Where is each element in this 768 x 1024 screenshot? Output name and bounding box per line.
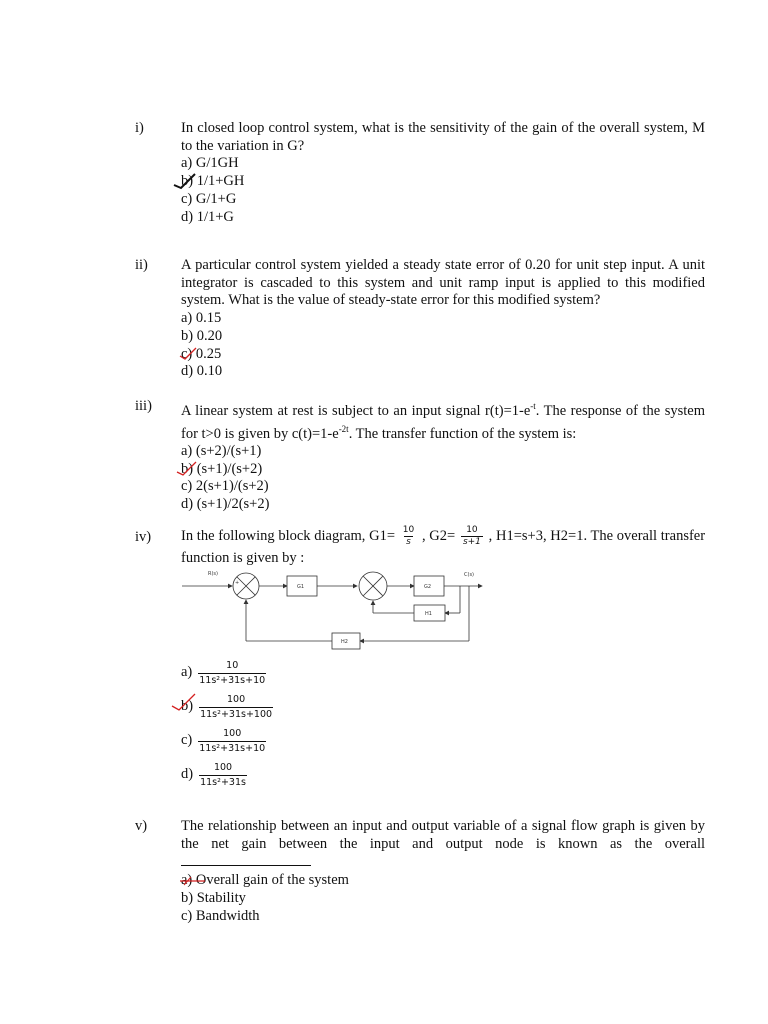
option-a: a) G/1GH (181, 155, 239, 172)
question-stem (181, 398, 705, 443)
fraction-numerator: 100 (223, 727, 242, 739)
option-c (181, 346, 705, 364)
output-label: C(s) (464, 572, 474, 578)
fraction-denominator: s (406, 537, 411, 547)
option-b (181, 173, 705, 191)
h2-label: H2 (341, 639, 348, 645)
stem-text: The relationship between an input and output variable of a signal flow graph is given by the net gain between the input and output node is known as the overall (181, 818, 705, 852)
option-a (181, 872, 705, 890)
stem-text: , G2= (421, 527, 456, 544)
question-stem: A particular control system yielded a steady state error of 0.20 for unit step input. A unit integrator is cascaded to this system and unit ramp input is applied to this modified system. What is the value of steady-state error for this modified system? (181, 257, 705, 309)
question-4-options (135, 656, 705, 792)
question-number: iv) (135, 529, 152, 545)
option-d: d) 1/1+G (181, 208, 234, 225)
option-d (181, 758, 705, 792)
question-5 (135, 818, 705, 925)
stem-superscript: -2t (338, 423, 349, 434)
question-number: i) (135, 120, 144, 136)
option-fraction (199, 761, 247, 790)
option-b-text: b) 1/1+GH (181, 173, 245, 190)
stem-text: . The response of the system for t>0 is given by c(t)=1-e (181, 402, 705, 442)
g2-label: G2 (424, 584, 432, 590)
fraction-numerator: 10 (466, 525, 478, 535)
question-2 (135, 257, 705, 381)
option-b: b) 0.20 (181, 327, 223, 344)
option-label: b) (181, 698, 194, 715)
g1-label: G1 (297, 584, 305, 590)
question-stem: In closed loop control system, what is the sensitivity of the gain of the overall system, M to the variation in G? (181, 120, 705, 154)
option-a: a) 0.15 (181, 310, 222, 327)
question-number: ii) (135, 257, 148, 273)
option-a: a) (s+2)/(s+1) (181, 443, 262, 460)
question-number: v) (135, 818, 148, 834)
question-3 (135, 398, 705, 514)
fraction-numerator: 100 (226, 693, 246, 705)
input-label: R(s) (208, 571, 218, 577)
option-fraction (199, 693, 273, 722)
plus-sign: + (235, 580, 240, 586)
option-c: c) 2(s+1)/(s+2) (181, 478, 269, 495)
h1-label: H1 (425, 611, 432, 617)
option-a-text: a) Overall gain of the system (181, 872, 349, 889)
option-a (181, 656, 705, 690)
fraction-denominator: 11s²+31s (200, 776, 246, 788)
option-d: d) (s+1)/2(s+2) (181, 496, 270, 513)
fraction-denominator: 11s²+31s+10 (199, 742, 266, 754)
option-c: c) Bandwidth (181, 907, 260, 924)
option-label: d) (181, 766, 194, 783)
fraction-numerator: 100 (213, 761, 233, 773)
stem-text: In the following block diagram, G1= (181, 527, 396, 544)
stem-superscript: -t (530, 401, 536, 411)
stem-text: A linear system at rest is subject to an input signal r(t)=1-e (181, 402, 531, 419)
fraction-denominator: 11s²+31s+100 (200, 708, 273, 720)
option-b (181, 690, 705, 724)
g1-fraction (401, 525, 416, 548)
fraction-denominator: s+1 (462, 537, 481, 547)
g2-fraction (461, 525, 483, 548)
option-c (181, 724, 705, 758)
stem-text: . The transfer function of the system is: (348, 425, 577, 442)
fraction-numerator: 10 (226, 659, 239, 671)
option-b: b) Stability (181, 889, 246, 906)
option-fraction (198, 659, 266, 688)
stem-text: , H1=s+3, H2=1. The overall transfer function is given by : (181, 527, 706, 566)
fraction-denominator: 11s²+31s+10 (199, 674, 266, 686)
answer-blank (181, 853, 311, 866)
option-c-text: c) 0.25 (181, 345, 222, 362)
question-1 (135, 120, 705, 226)
question-stem (181, 818, 705, 872)
question-number: iii) (135, 398, 152, 414)
option-label: c) (181, 732, 193, 749)
block-diagram (180, 568, 490, 653)
question-stem (181, 525, 705, 568)
option-d: d) 0.10 (181, 363, 223, 380)
question-4 (135, 525, 705, 568)
fraction-numerator: 10 (402, 525, 415, 535)
option-b-text: b) (s+1)/(s+2) (181, 460, 263, 477)
option-b (181, 461, 705, 479)
option-fraction (198, 727, 266, 756)
option-label: a) (181, 664, 193, 681)
option-c: c) G/1+G (181, 190, 237, 207)
